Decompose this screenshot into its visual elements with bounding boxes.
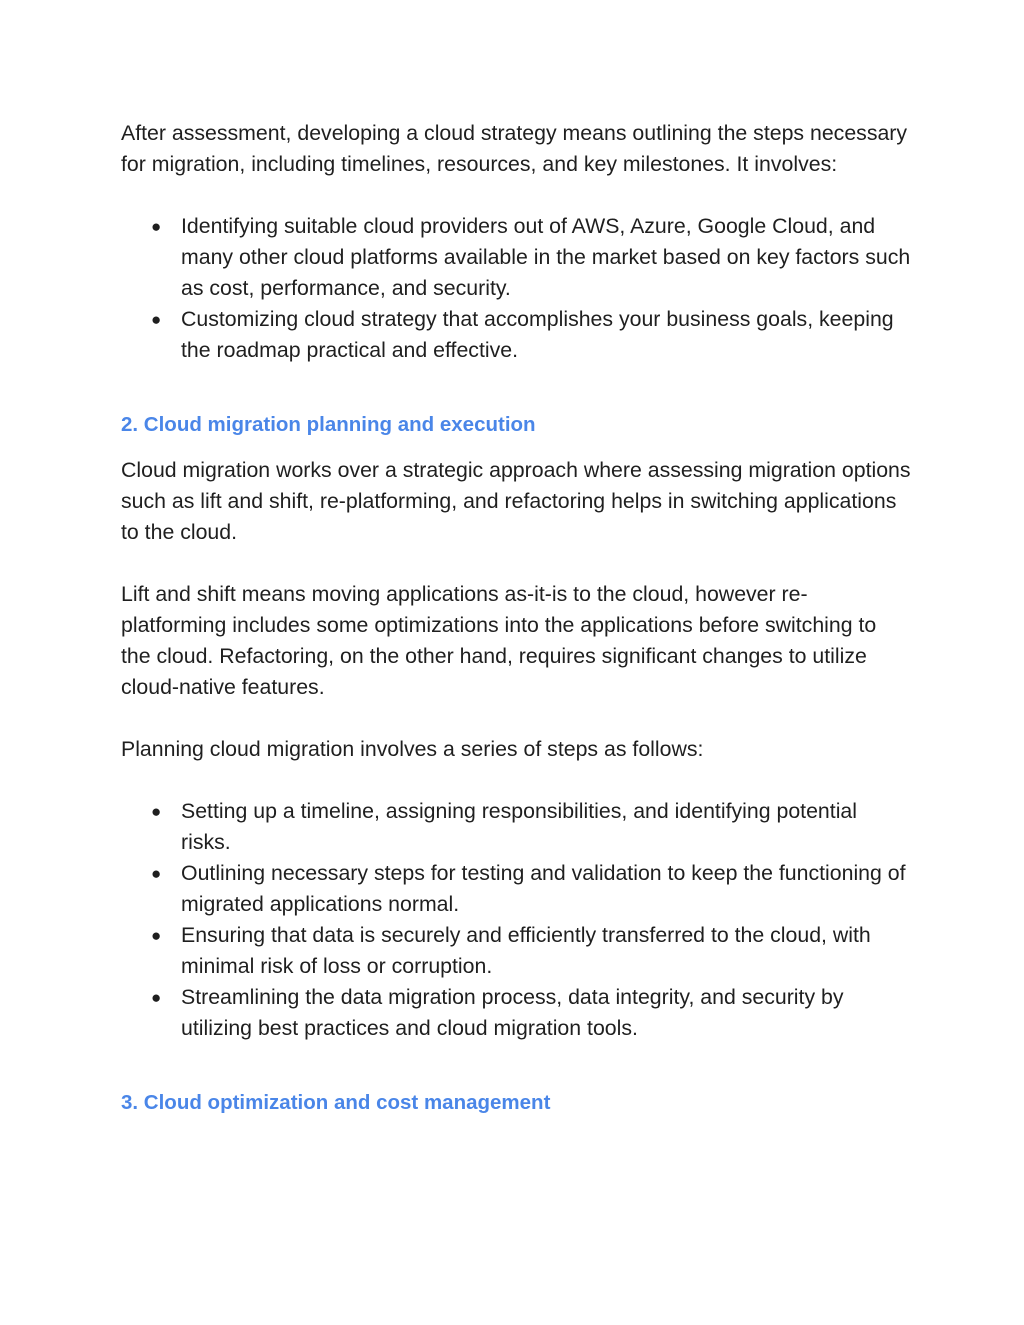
bullet-icon: ● <box>151 802 162 821</box>
bullet-icon: ● <box>151 864 162 883</box>
bullet-icon: ● <box>151 310 162 329</box>
paragraph-planning-steps: Planning cloud migration involves a series of steps as follows: <box>121 737 704 761</box>
intro-paragraph: After assessment, developing a cloud strategy means outlining the steps necessary for migration, including timelines, resources, and key milestones. It involves: <box>121 121 908 176</box>
list-item-text: Identifying suitable cloud providers out of AWS, Azure, Google Cloud, and many other cloud platforms available in the market based on key factors such as cost, performance, and security. <box>181 214 911 300</box>
list-item <box>121 982 911 1044</box>
list-item <box>121 796 911 858</box>
bullet-icon: ● <box>151 926 162 945</box>
list-item <box>121 858 911 920</box>
list-item-text: Setting up a timeline, assigning responsibilities, and identifying potential risks. <box>181 799 857 854</box>
bullet-icon: ● <box>151 988 162 1007</box>
paragraph-migration-approach: Cloud migration works over a strategic approach where assessing migration options such as lift and shift, re-platforming, and refactoring helps in switching applications to the cloud. <box>121 458 911 544</box>
list-item-text: Outlining necessary steps for testing and validation to keep the functioning of migrated applications normal. <box>181 861 906 916</box>
section-heading-cost-management: 3. Cloud optimization and cost management <box>121 1091 551 1114</box>
list-item <box>121 211 911 304</box>
paragraph-lift-and-shift: Lift and shift means moving applications as-it-is to the cloud, however re-platforming includes some optimizations into the applications before switching to the cloud. Refactoring, on the other hand, requires significant changes to utilize cloud-native features. <box>121 582 877 699</box>
bullet-icon: ● <box>151 217 162 236</box>
planning-steps-list <box>121 796 911 1044</box>
list-item <box>121 304 911 366</box>
strategy-list <box>121 211 911 366</box>
list-item-text: Ensuring that data is securely and efficiently transferred to the cloud, with minimal risk of loss or corruption. <box>181 923 871 978</box>
list-item-text: Streamlining the data migration process, data integrity, and security by utilizing best practices and cloud migration tools. <box>181 985 844 1040</box>
list-item-text: Customizing cloud strategy that accomplishes your business goals, keeping the roadmap practical and effective. <box>181 307 894 362</box>
list-item <box>121 920 911 982</box>
section-heading-migration-planning: 2. Cloud migration planning and execution <box>121 413 536 436</box>
document-page <box>121 118 911 1118</box>
